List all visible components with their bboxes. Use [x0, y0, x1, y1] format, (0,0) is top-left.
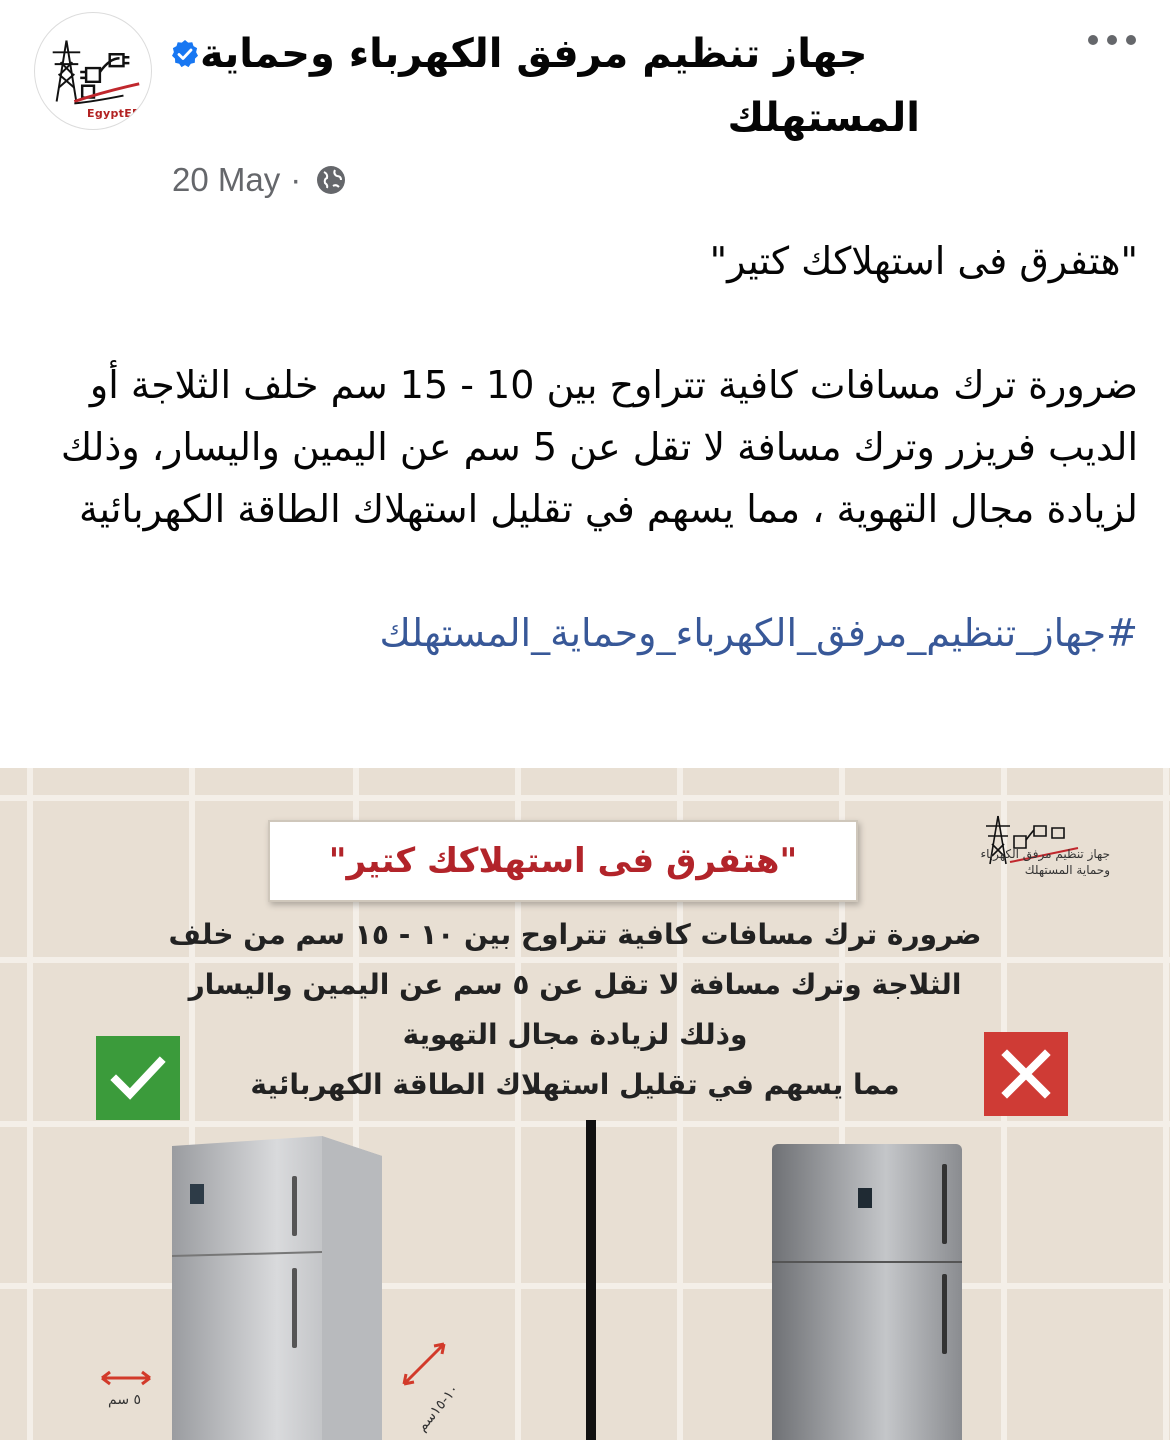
verified-badge-icon — [170, 39, 200, 69]
page-name[interactable] — [160, 22, 920, 150]
image-line: وذلك لزيادة مجال التهوية — [402, 1018, 748, 1051]
page-name-line1[interactable]: جهاز تنظيم مرفق الكهرباء وحماية — [200, 31, 868, 77]
image-line: الثلاجة وترك مسافة لا تقل عن ٥ سم عن اليمين واليسار — [188, 968, 962, 1001]
page-avatar[interactable] — [34, 12, 152, 130]
back-distance-arrow-icon — [394, 1334, 454, 1394]
image-title-box — [268, 820, 858, 902]
avatar-label: EgyptERA — [87, 107, 150, 120]
check-icon — [108, 1048, 168, 1108]
wrong-badge — [984, 1032, 1068, 1116]
post-image[interactable] — [0, 768, 1170, 1440]
more-options-icon — [1126, 35, 1136, 45]
more-options-button[interactable] — [1088, 30, 1136, 50]
more-options-icon — [1107, 35, 1117, 45]
post-date[interactable]: 20 May — [172, 161, 281, 198]
fridge-wrong-icon — [772, 1144, 962, 1440]
side-distance-label: ٥ سم — [108, 1392, 142, 1408]
post-meta — [172, 158, 347, 202]
post-text — [60, 230, 1138, 664]
side-distance-arrow-icon — [96, 1364, 156, 1394]
image-line: ضرورة ترك مسافات كافية تتراوح بين ١٠ - ١٥ سم من خلف — [168, 918, 982, 951]
globe-icon — [315, 164, 347, 196]
fridge-correct-icon — [172, 1136, 382, 1440]
image-logo-line2: وحماية المستهلك — [1024, 863, 1110, 877]
hashtag-link[interactable]: #جهاز_تنظيم_مرفق_الكهرباء_وحماية_المستهلك — [379, 611, 1138, 655]
post-header — [0, 0, 1170, 215]
image-body-text — [140, 910, 1010, 1110]
divider-line — [586, 1120, 596, 1440]
page-name-line2[interactable]: المستهلك — [727, 95, 920, 141]
image-logo-text — [920, 846, 1110, 878]
image-title: "هتفرق فى استهلاكك كتير" — [328, 841, 798, 881]
more-options-icon — [1088, 35, 1098, 45]
image-logo-line1: جهاز تنظيم مرفق الكهرباء — [980, 847, 1110, 861]
x-icon — [999, 1047, 1053, 1101]
back-distance-label: ١٠-١٥سم — [413, 1381, 463, 1435]
image-line: مما يسهم في تقليل استهلاك الطاقة الكهربائية — [250, 1068, 900, 1101]
correct-badge — [96, 1036, 180, 1120]
meta-separator: · — [290, 161, 302, 198]
post-title-quote: "هتفرق فى استهلاكك كتير" — [709, 239, 1138, 283]
post-body: ضرورة ترك مسافات كافية تتراوح بين 10 - 15 سم خلف الثلاجة أو الديب فريزر وترك مسافة لا تقل عن 5 سم عن اليمين واليسار، وذلك لزيادة مجال التهوية ، مما يسهم في تقليل استهلاك الطاقة الكهربائية — [60, 363, 1138, 531]
